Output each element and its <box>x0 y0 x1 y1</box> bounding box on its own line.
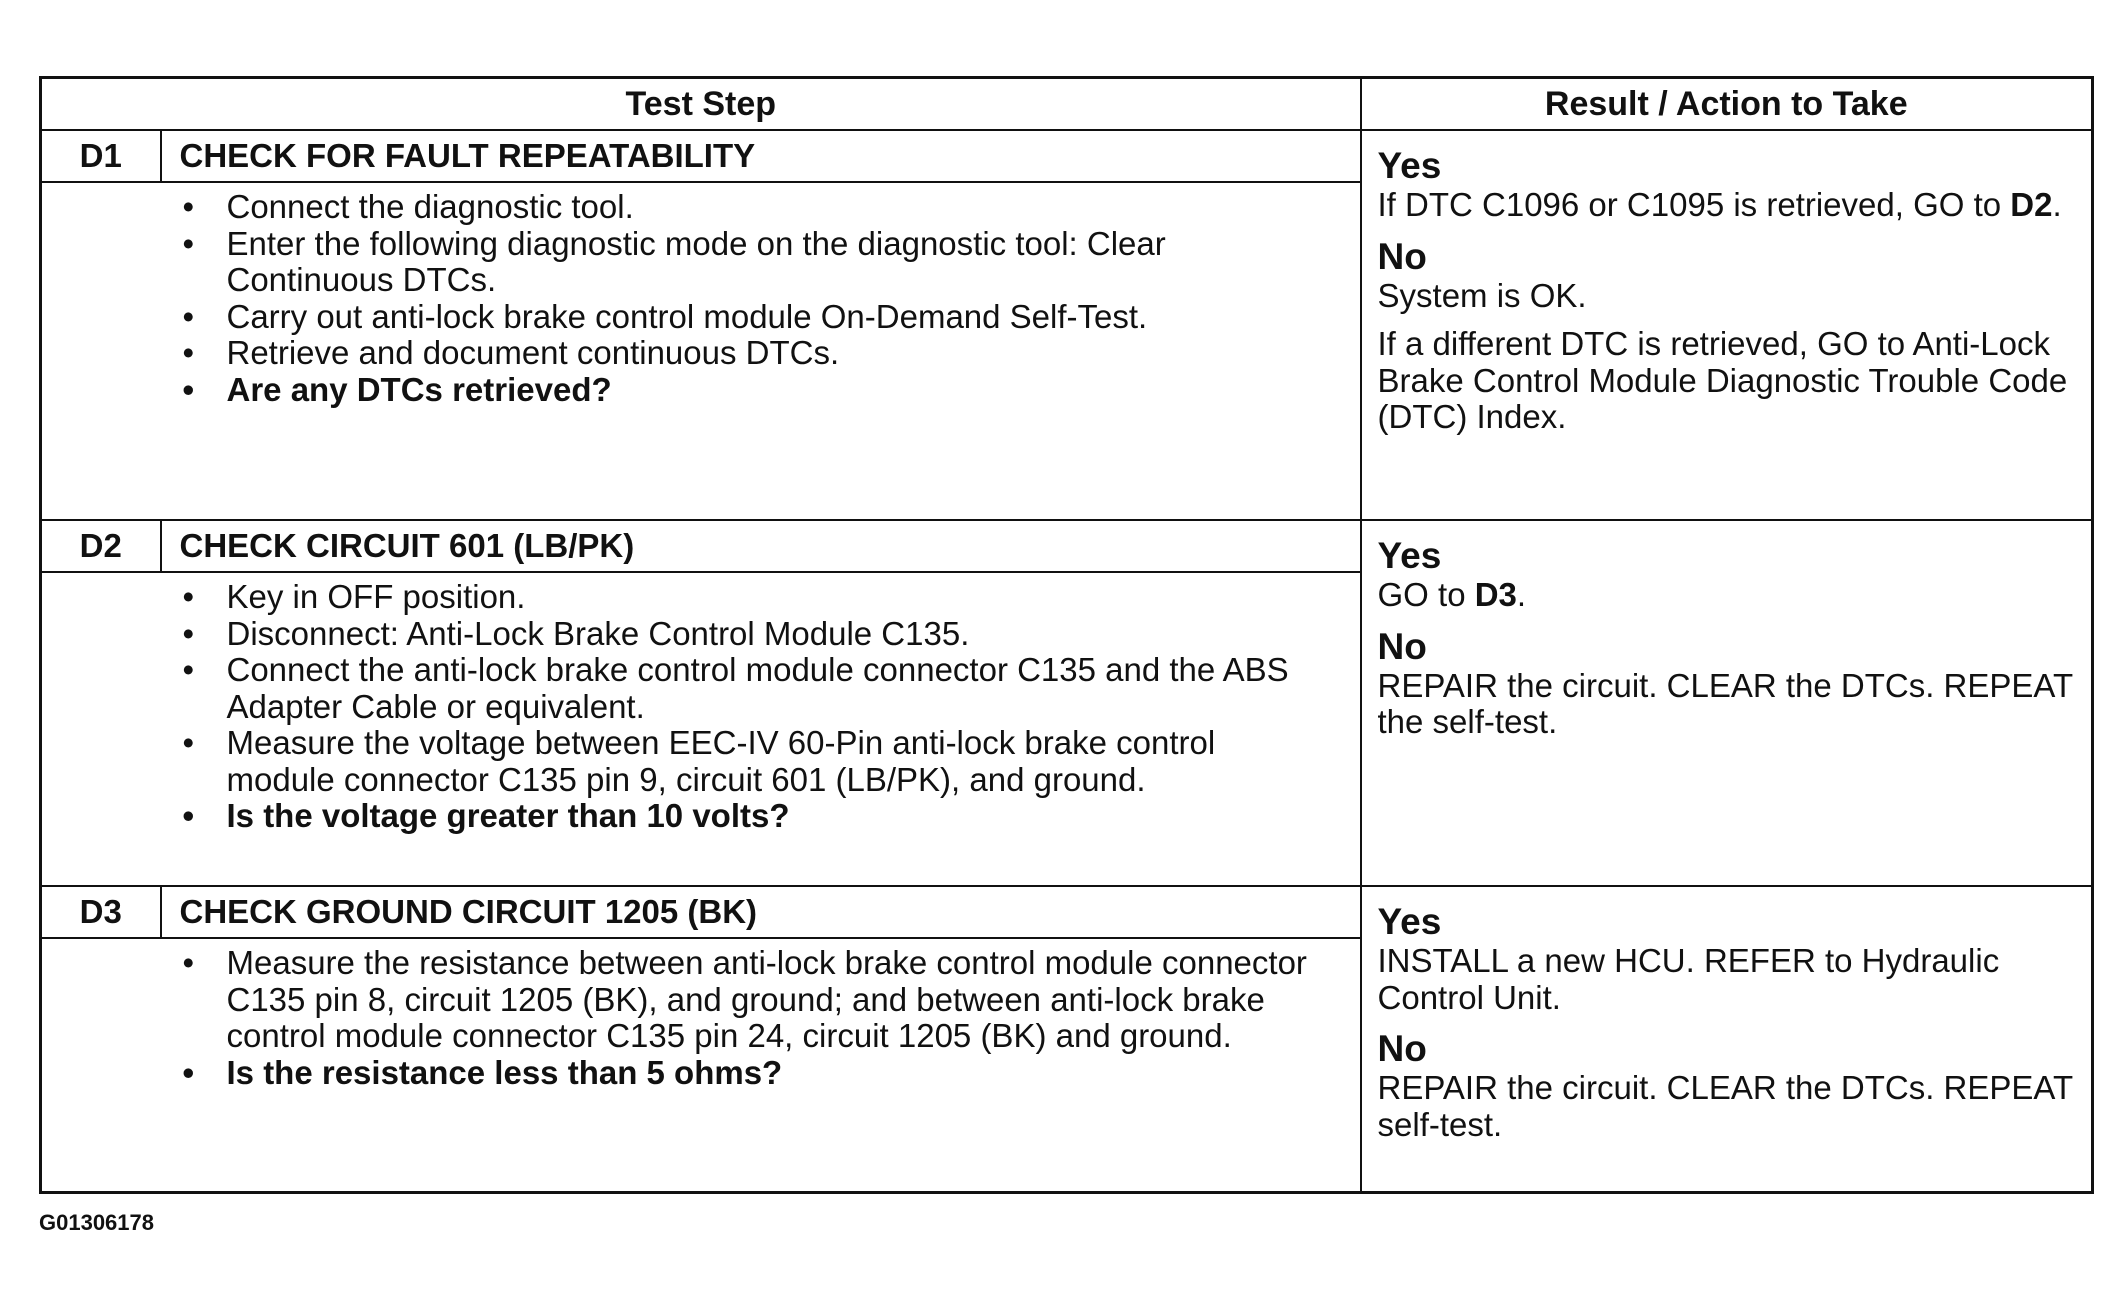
step-d3-result <box>1361 886 2093 1193</box>
list-item: • Connect the anti-lock brake control module connector C135 and the ABS Adapter Cable or equivalent. <box>161 652 1320 725</box>
step-d2-yes-target: D3 <box>1474 576 1517 613</box>
step-d3-yes-text: INSTALL a new HCU. REFER to Hydraulic Control Unit. <box>1377 942 2000 1016</box>
step-d1-yes-label: Yes <box>1377 145 1442 186</box>
list-item: • Retrieve and document continuous DTCs. <box>161 335 1320 372</box>
list-item: • Carry out anti-lock brake control module On-Demand Self-Test. <box>161 299 1320 336</box>
step-d1-question: • Are any DTCs retrieved? <box>161 372 1320 409</box>
step-d3-title: CHECK GROUND CIRCUIT 1205 (BK) <box>161 886 1361 938</box>
step-d2-bullets <box>161 579 1320 835</box>
table-header-row <box>41 78 2093 131</box>
list-item: • Connect the diagnostic tool. <box>161 189 1320 226</box>
step-d3-bullets <box>161 945 1320 1091</box>
list-item: • Key in OFF position. <box>161 579 1320 616</box>
header-result-action: Result / Action to Take <box>1361 78 2093 131</box>
list-item: • Enter the following diagnostic mode on the diagnostic tool: Clear Continuous DTCs. <box>161 226 1320 299</box>
step-d2-title: CHECK CIRCUIT 601 (LB/PK) <box>161 520 1361 572</box>
step-d3-body <box>161 938 1361 1193</box>
step-d1-result <box>1361 130 2093 520</box>
step-d1-title-row <box>41 130 2093 182</box>
list-item: • Measure the voltage between EEC-IV 60-Pin anti-lock brake control module connector C135 pin 9, circuit 601 (LB/PK), and ground. <box>161 725 1320 798</box>
step-d1-id: D1 <box>41 130 161 182</box>
diagnostic-test-table <box>39 76 2094 1194</box>
step-d2-body <box>161 572 1361 886</box>
step-d1-yes-text: If DTC C1096 or C1095 is retrieved, GO to D2. <box>1377 186 2062 223</box>
list-item: • Measure the resistance between anti-lock brake control module connector C135 pin 8, circuit 1205 (BK), and ground; and between anti-lock brake control module connector C135 pin 24, circuit 1205 (BK) and ground. <box>161 945 1320 1055</box>
step-d3-no-label: No <box>1377 1028 1427 1069</box>
step-d3-title-row <box>41 886 2093 938</box>
step-d2-question: • Is the voltage greater than 10 volts? <box>161 798 1320 835</box>
step-d2-no-text: REPAIR the circuit. CLEAR the DTCs. REPEAT the self-test. <box>1377 666 2073 740</box>
step-d1-no-text: System is OK. <box>1377 276 1587 314</box>
header-test-step: Test Step <box>41 78 1361 131</box>
step-d2-result <box>1361 520 2093 886</box>
step-d3-yes-label: Yes <box>1377 901 1442 942</box>
step-d1-title: CHECK FOR FAULT REPEATABILITY <box>161 130 1361 182</box>
step-d3-id: D3 <box>41 886 161 938</box>
step-d3-id-spacer <box>41 938 161 1193</box>
step-d3-no-text: REPAIR the circuit. CLEAR the DTCs. REPEAT self-test. <box>1377 1069 2073 1143</box>
step-d2-yes-text: GO to D3. <box>1377 576 1527 613</box>
step-d2-no-label: No <box>1377 625 1427 667</box>
step-d2-title-row <box>41 520 2093 572</box>
step-d1-yes-target: D2 <box>2010 186 2053 223</box>
step-d1-id-spacer <box>41 182 161 520</box>
step-d3-question: • Is the resistance less than 5 ohms? <box>161 1055 1320 1092</box>
step-d2-id-spacer <box>41 572 161 886</box>
step-d1-body <box>161 182 1361 520</box>
step-d1-bullets <box>161 189 1320 408</box>
step-d1-no-text-2: If a different DTC is retrieved, GO to Anti-Lock Brake Control Module Diagnostic Trouble Code (DTC) Index. <box>1377 325 2068 435</box>
step-d1-no-label: No <box>1377 235 1427 277</box>
step-d2-yes-label: Yes <box>1377 535 1442 576</box>
figure-id: G01306178 <box>39 1210 154 1235</box>
list-item: • Disconnect: Anti-Lock Brake Control Module C135. <box>161 616 1320 653</box>
step-d2-id: D2 <box>41 520 161 572</box>
